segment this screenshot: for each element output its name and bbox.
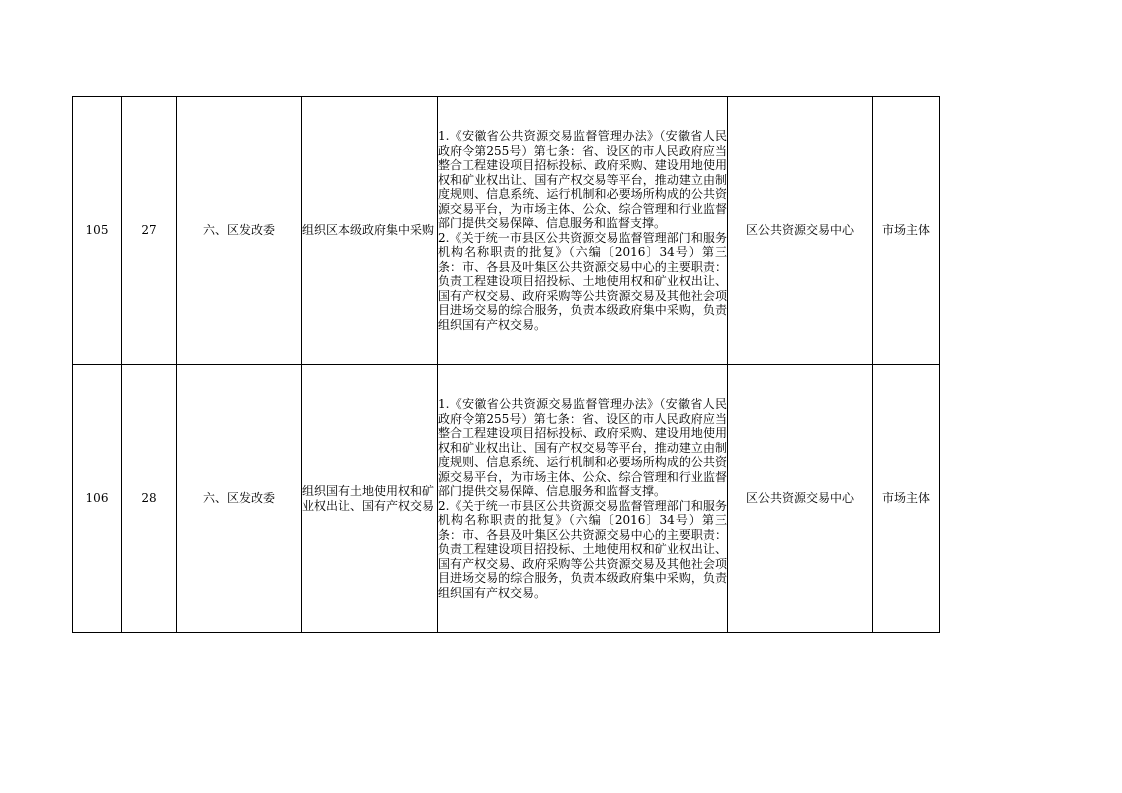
department-cell: 六、区发改委 bbox=[177, 97, 302, 365]
item-cell: 组织区本级政府集中采购 bbox=[302, 97, 438, 365]
table-row bbox=[73, 97, 940, 365]
basis-cell bbox=[438, 365, 728, 633]
department-cell: 六、区发改委 bbox=[177, 365, 302, 633]
basis-paragraph: 2.《关于统一市县区公共资源交易监督管理部门和服务机构名称职责的批复》（六编〔2016〕34号）第三条：市、各县及叶集区公共资源交易中心的主要职责：负责工程建设项目招投标、土地使用权和矿业权出让、国有产权交易、政府采购等公共资源交易及其他社会项目进场交易的综合服务，负责本级政府集中采购，负责组织国有产权交易。 bbox=[438, 230, 727, 332]
sub-seq-cell: 27 bbox=[122, 97, 177, 365]
seq-cell: 106 bbox=[73, 365, 122, 633]
object-cell: 市场主体 bbox=[873, 97, 940, 365]
duty-table bbox=[72, 96, 940, 633]
object-cell: 市场主体 bbox=[873, 365, 940, 633]
basis-cell bbox=[438, 97, 728, 365]
unit-cell: 区公共资源交易中心 bbox=[728, 365, 873, 633]
unit-cell: 区公共资源交易中心 bbox=[728, 97, 873, 365]
basis-paragraph: 1.《安徽省公共资源交易监督管理办法》（安徽省人民政府令第255号）第七条：省、设区的市人民政府应当整合工程建设项目招标投标、政府采购、建设用地使用权和矿业权出让、国有产权交易等平台，推动建立由制度规则、信息系统、运行机制和必要场所构成的公共资源交易平台，为市场主体、公众、综合管理和行业监督部门提供交易保障、信息服务和监督支撑。 bbox=[438, 397, 727, 498]
table-row bbox=[73, 365, 940, 633]
item-cell: 组织国有土地使用权和矿业权出让、国有产权交易 bbox=[302, 365, 438, 633]
basis-paragraph: 2.《关于统一市县区公共资源交易监督管理部门和服务机构名称职责的批复》（六编〔2016〕34号）第三条：市、各县及叶集区公共资源交易中心的主要职责：负责工程建设项目招投标、土地使用权和矿业权出让、国有产权交易、政府采购等公共资源交易及其他社会项目进场交易的综合服务，负责本级政府集中采购，负责组织国有产权交易。 bbox=[438, 498, 727, 600]
sub-seq-cell: 28 bbox=[122, 365, 177, 633]
basis-paragraph: 1.《安徽省公共资源交易监督管理办法》（安徽省人民政府令第255号）第七条：省、设区的市人民政府应当整合工程建设项目招标投标、政府采购、建设用地使用权和矿业权出让、国有产权交易等平台，推动建立由制度规则、信息系统、运行机制和必要场所构成的公共资源交易平台，为市场主体、公众、综合管理和行业监督部门提供交易保障、信息服务和监督支撑。 bbox=[438, 129, 727, 230]
seq-cell: 105 bbox=[73, 97, 122, 365]
